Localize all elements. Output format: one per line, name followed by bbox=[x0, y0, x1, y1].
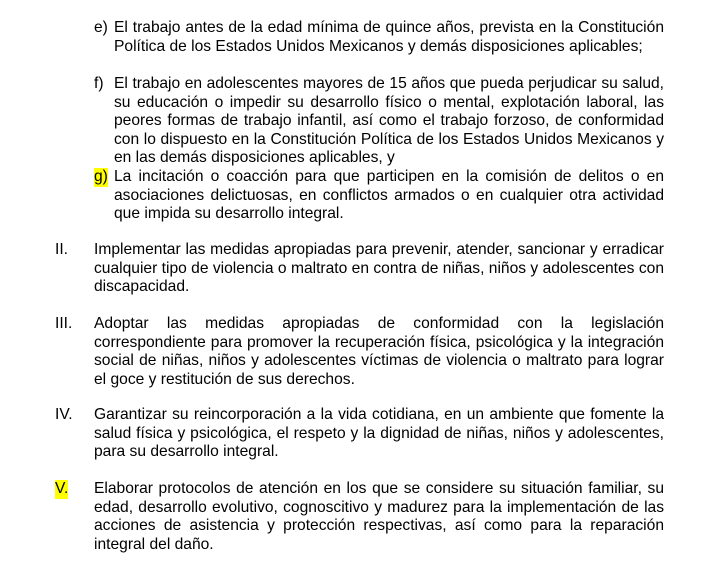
list-item-text: Adoptar las medidas apropiadas de conformidad con la legislación correspondiente para promover la recuperación física, psicológica y la integración social de niñas, niños y adolescentes víctimas de violencia o maltrato para lograr el goce y restitución de sus derechos. bbox=[94, 315, 664, 388]
list-marker-highlighted: g) bbox=[94, 168, 108, 185]
list-item-text: La incitación o coacción para que participen en la comisión de delitos o en asociaciones delictuosas, en conflictos armados o en cualquier otra actividad que impida su desarrollo integral. bbox=[114, 168, 664, 223]
list-marker-highlighted: V. bbox=[55, 480, 69, 497]
list-item-text: Garantizar su reincorporación a la vida cotidiana, en un ambiente que fomente la salud física y psicológica, el respeto y la dignidad de niñas, niños y adolescentes, para su desarrollo integral. bbox=[94, 406, 664, 461]
list-marker: II. bbox=[55, 241, 68, 258]
list-marker: f) bbox=[94, 75, 104, 92]
list-marker: III. bbox=[55, 315, 73, 332]
list-marker: e) bbox=[94, 19, 108, 36]
list-item-text: El trabajo en adolescentes mayores de 15 años que pueda perjudicar su salud, su educación o impedir su desarrollo físico o mental, explotación laboral, las peores formas de trabajo infantil, así como el trabajo forzoso, de conformidad con lo dispuesto en la Constitución Política de los Estados Unidos Mexicanos y en las demás disposiciones aplicables, y bbox=[114, 75, 664, 167]
list-marker: IV. bbox=[55, 406, 73, 423]
list-item-text: Elaborar protocolos de atención en los que se considere su situación familiar, su edad, desarrollo evolutivo, cognoscitivo y madurez para la implementación de las acciones de asistencia y protección respectivas, así como para la reparación integral del daño. bbox=[94, 480, 664, 553]
list-item-text: El trabajo antes de la edad mínima de quince años, prevista en la Constitución Política de los Estados Unidos Mexicanos y demás disposiciones aplicables; bbox=[114, 19, 664, 55]
list-item-text: Implementar las medidas apropiadas para prevenir, atender, sancionar y erradicar cualquier tipo de violencia o maltrato en contra de niñas, niños y adolescentes con discapacidad. bbox=[94, 241, 664, 296]
